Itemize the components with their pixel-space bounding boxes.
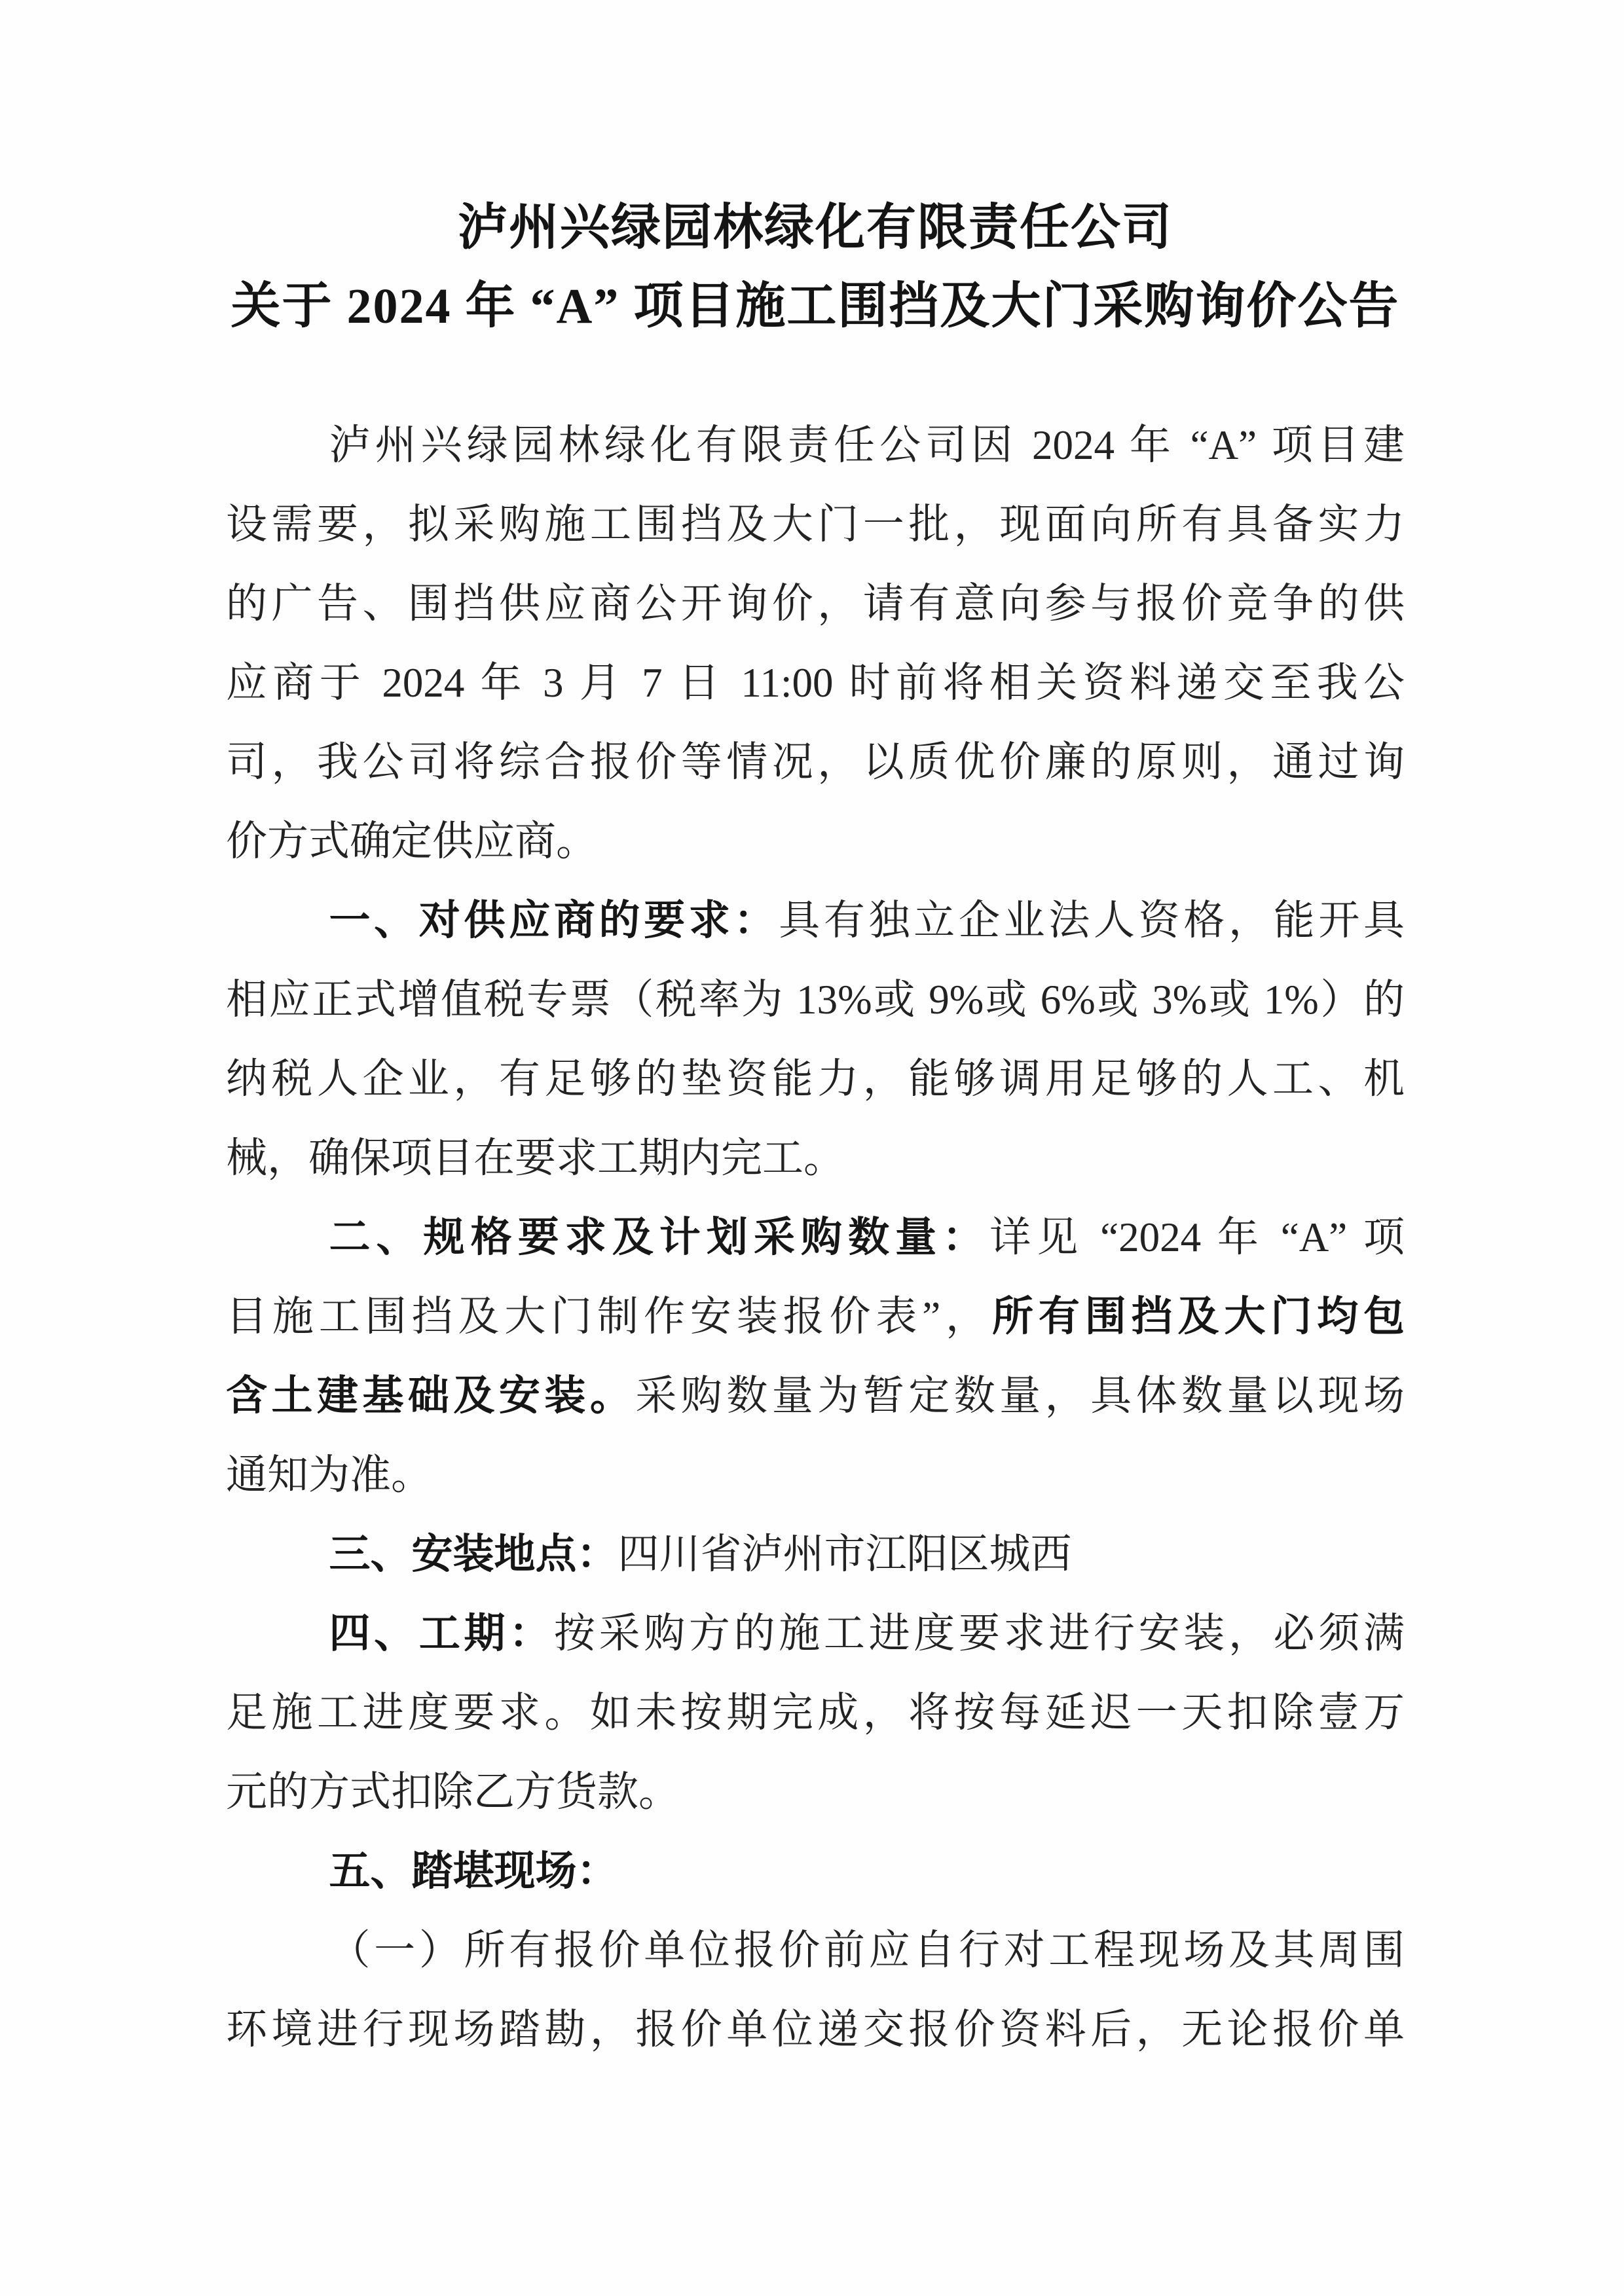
announcement-title: 关于 2024 年 “A” 项目施工围挡及大门采购询价公告 (231, 279, 1400, 334)
text-segment: 足施工进度要求。如未按期完成，将按每延迟一天扣除壹万 (226, 1690, 1405, 1736)
section-2-heading: 二、规格要求及计划采购数量： (329, 1214, 990, 1260)
text-segment: 械，确保项目在要求工期内完工。 (226, 1135, 845, 1181)
text-segment: 应商于 2024 年 3 月 7 日 11:00 时前将相关资料递交至我公 (226, 660, 1405, 706)
doc-line (226, 1436, 1405, 1515)
doc-line (226, 1515, 1405, 1594)
doc-line (226, 1198, 1405, 1277)
text-segment: 通知为准。 (226, 1452, 432, 1498)
section-3-heading: 三、安装地点： (329, 1531, 618, 1577)
text-segment: 纳税人企业，有足够的垫资能力，能够调用足够的人工、机 (226, 1056, 1405, 1102)
emphasis-segment: 所有围挡及大门均包 (991, 1294, 1405, 1339)
doc-line (226, 881, 1405, 960)
document-body (226, 406, 1405, 2069)
doc-line (226, 802, 1405, 881)
doc-line (226, 1832, 1405, 1911)
text-segment: 的广告、围挡供应商公开询价，请有意向参与报价竞争的供 (226, 581, 1405, 627)
doc-line (226, 644, 1405, 723)
text-segment: 元的方式扣除乙方货款。 (226, 1769, 680, 1815)
doc-line (226, 485, 1405, 564)
company-title: 泸州兴绿园林绿化有限责任公司 (458, 200, 1173, 255)
text-segment: 价方式确定供应商。 (226, 818, 597, 864)
doc-line (226, 1911, 1405, 1990)
text-segment: 采购数量为暂定数量，具体数量以现场 (635, 1373, 1405, 1419)
text-segment: 具有独立企业法人资格，能开具 (779, 898, 1405, 943)
text-segment: 按采购方的施工进度要求进行安装，必须满 (553, 1611, 1405, 1656)
emphasis-segment: 含土建基础及安装。 (226, 1373, 636, 1419)
doc-line (226, 1594, 1405, 1673)
doc-line (226, 960, 1405, 1040)
doc-line (226, 1040, 1405, 1119)
doc-line (226, 1119, 1405, 1198)
doc-line (226, 1990, 1405, 2069)
doc-line (226, 723, 1405, 802)
text-segment: 泸州兴绿园林绿化有限责任公司因 2024 年 “A” 项目建 (329, 422, 1405, 468)
text-segment: 环境进行现场踏勘，报价单位递交报价资料后，无论报价单 (226, 2007, 1405, 2052)
doc-line (226, 1277, 1405, 1357)
text-segment: 设需要，拟采购施工围挡及大门一批，现面向所有具备实力 (226, 501, 1405, 547)
doc-line (226, 1673, 1405, 1753)
section-4-heading: 四、工期： (329, 1611, 554, 1656)
doc-line (226, 1357, 1405, 1436)
text-segment: （一）所有报价单位报价前应自行对工程现场及其周围 (329, 1927, 1405, 1973)
doc-line (226, 1753, 1405, 1832)
doc-line (226, 406, 1405, 485)
text-segment: 相应正式增值税专票（税率为 13%或 9%或 6%或 3%或 1%）的 (226, 977, 1405, 1023)
section-5-heading: 五、踏堪现场： (329, 1848, 618, 1894)
text-segment: 详见 “2024 年 “A” 项 (989, 1214, 1405, 1260)
text-segment: 司，我公司将综合报价等情况，以质优价廉的原则，通过询 (226, 739, 1405, 785)
section-1-heading: 一、对供应商的要求： (329, 898, 779, 943)
text-segment: 目施工围挡及大门制作安装报价表”， (226, 1294, 992, 1339)
doc-line (226, 564, 1405, 644)
text-segment: 四川省泸州市江阳区城西 (618, 1531, 1072, 1577)
